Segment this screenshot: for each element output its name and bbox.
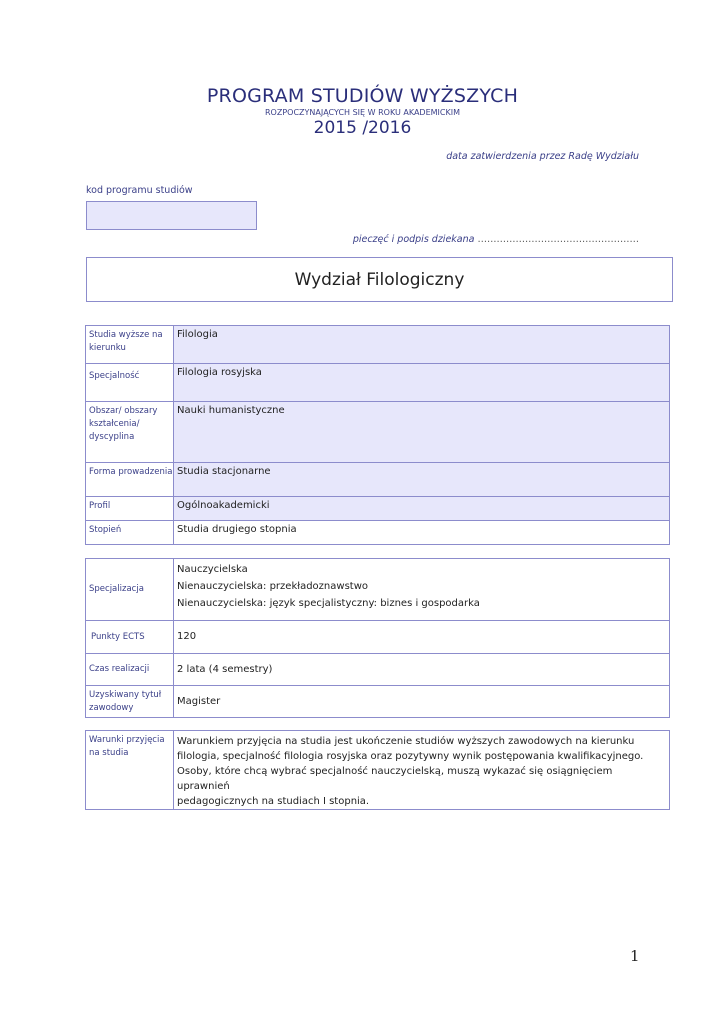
admission-line: Warunkiem przyjęcia na studia jest ukończenie studiów wyższych zawodowych na kierunku [177, 736, 635, 747]
field-label: Profil [86, 497, 174, 521]
table-row [86, 326, 670, 364]
field-label: Stopień [86, 521, 174, 545]
approval-date-note: data zatwierdzenia przez Radę Wydziału [446, 151, 639, 162]
field-label: Czas realizacji [86, 654, 174, 686]
field-value: 120 [174, 621, 670, 654]
field-value: Studia stacjonarne [174, 463, 670, 497]
document-subtitle: ROZPOCZYNAJĄCYCH SIĘ W ROKU AKADEMICKIM [265, 108, 460, 117]
field-value: Magister [174, 686, 670, 718]
field-value: Nauki humanistyczne [174, 402, 670, 463]
field-label: Forma prowadzenia [86, 463, 174, 497]
field-value [174, 559, 670, 621]
field-value: Studia drugiego stopnia [174, 521, 670, 545]
field-value: 2 lata (4 semestry) [174, 654, 670, 686]
dean-signature-dots: …………………………………………… [477, 234, 639, 245]
specialization-item: Nienauczycielska: język specjalistyczny: biznes i gospodarka [177, 598, 480, 609]
field-value: Filologia rosyjska [174, 364, 670, 402]
table-row [86, 686, 670, 718]
admission-table [85, 730, 670, 810]
field-label: Punkty ECTS [86, 621, 174, 654]
table-row [86, 731, 670, 810]
dean-stamp-label: pieczęć i podpis dziekana [352, 234, 475, 245]
admission-text [174, 731, 670, 810]
table-row [86, 654, 670, 686]
admission-line: Osoby, które chcą wybrać specjalność nauczycielską, muszą wykazać się osiągnięciem uprawnień [177, 766, 613, 792]
dean-stamp-line [353, 234, 639, 245]
document-title: PROGRAM STUDIÓW WYŻSZYCH [206, 85, 519, 107]
field-value: Ogólnoakademicki [174, 497, 670, 521]
table-row [86, 497, 670, 521]
field-label: Specjalność [86, 364, 174, 402]
academic-year: 2015 /2016 [313, 118, 412, 138]
specialization-item: Nienauczycielska: przekładoznawstwo [177, 581, 368, 592]
table-row [86, 621, 670, 654]
field-label: Uzyskiwany tytuł zawodowy [86, 686, 174, 718]
program-code-label: kod programu studiów [86, 185, 193, 196]
specialization-item: Nauczycielska [177, 564, 248, 575]
program-details-table [85, 558, 670, 718]
field-label: Warunki przyjęcia na studia [86, 731, 174, 810]
field-value: Filologia [174, 326, 670, 364]
table-row [86, 559, 670, 621]
faculty-name: Wydział Filologiczny [86, 257, 673, 302]
table-row [86, 364, 670, 402]
page-number: 1 [630, 947, 640, 965]
field-label: Obszar/ obszary kształcenia/ dyscyplina [86, 402, 174, 463]
table-row [86, 521, 670, 545]
admission-line: filologia, specjalność filologia rosyjska oraz pozytywny wynik postępowania kwalifikacyjnego. [177, 751, 644, 762]
table-row [86, 402, 670, 463]
admission-line: pedagogicznych na studiach I stopnia. [177, 796, 370, 807]
field-label: Studia wyższe na kierunku [86, 326, 174, 364]
program-info-table [85, 325, 670, 545]
program-code-field[interactable] [86, 201, 257, 230]
table-row [86, 463, 670, 497]
field-label: Specjalizacja [86, 559, 174, 621]
